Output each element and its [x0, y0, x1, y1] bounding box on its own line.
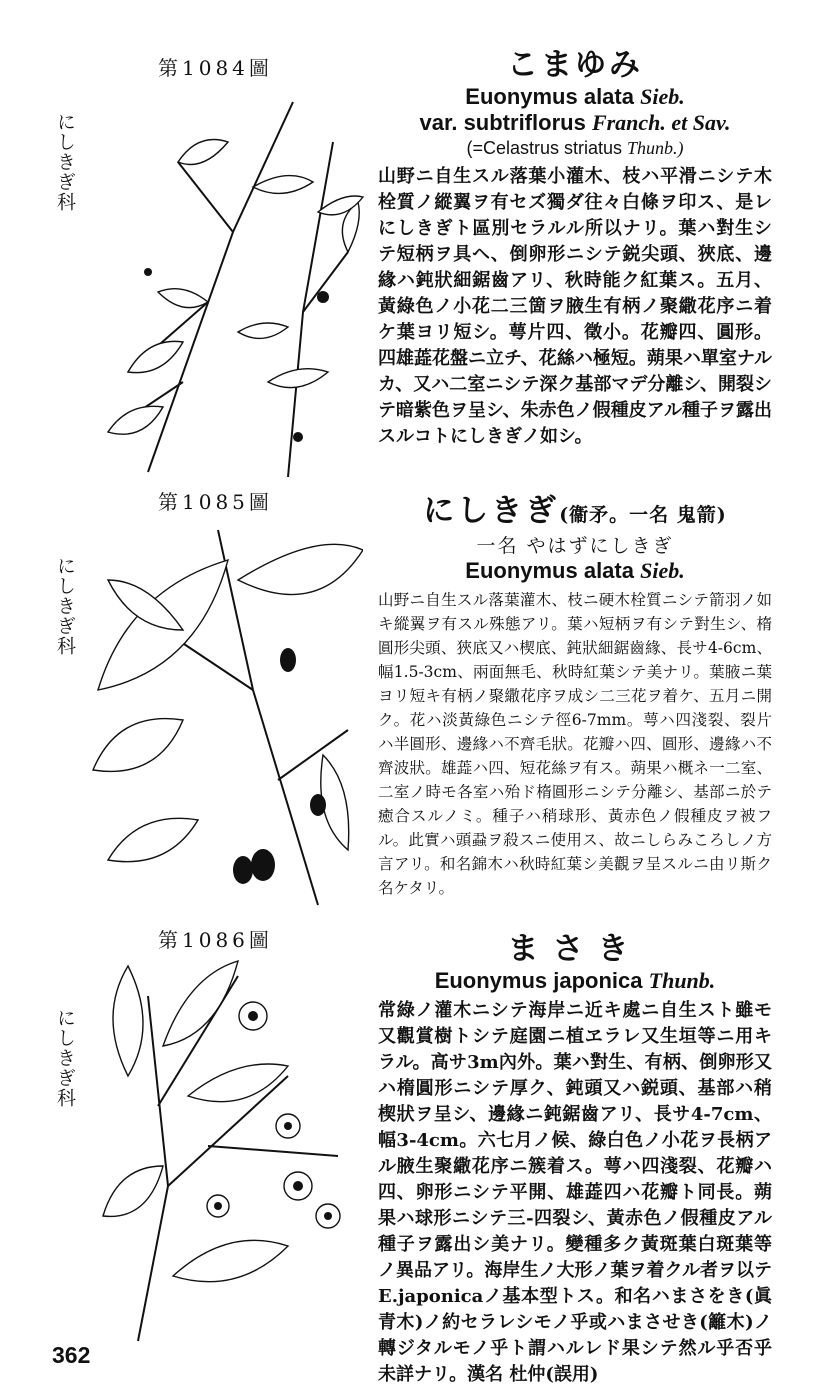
sci-name: Euonymus alata — [465, 84, 634, 109]
scientific-name-line-1 — [378, 84, 772, 110]
sci-author: Thunb. — [648, 968, 716, 993]
sci-name: Euonymus alata — [465, 558, 634, 583]
description: 常綠ノ灌木ニシテ海岸ニ近キ處ニ自生スト雖モ又觀賞樹トシテ庭園ニ植ヱラレ又生垣等ニ用キラル。高サ3m內外。葉ハ對生、有柄、倒卵形又ハ楕圓形ニシテ厚ク、鈍頭又ハ鋭頭、基部ハ稍楔狀ヲ呈シ、邊緣ニ鈍鋸齒アリ、長サ4-7cm、幅3-4cm。六七月ノ候、綠白色ノ小花ヲ長柄アル腋生聚繖花序ニ簇着ス。萼ハ四淺裂、花瓣ハ四、卵形ニシテ平開、雄蕋四ハ花瓣ト同長。蒴果ハ球形ニシテ三-四裂シ、黃赤色ノ假種皮アル種子ヲ露出シ美ナリ。變種多ク黃斑葉白斑葉等ノ異品アリ。海岸生ノ大形ノ葉ヲ着クル者ヲ以テE.japonicaノ基本型トス。和名ハまさをき(眞青木)ノ約セラレシモノ乎或ハまさせき(籬木)ノ轉ジタルモノ乎ト謂ハルレド果シテ然ル乎否乎未詳ナリ。漢名 杜仲(誤用) — [378, 1000, 772, 1385]
scientific-name-line-1 — [378, 558, 772, 584]
entry-1085 — [0, 480, 840, 920]
description: 山野ニ自生スル落葉灌木、枝ニ硬木栓質ニシテ箭羽ノ如キ縱翼ヲ有スル殊態アリ。葉ハ短柄ヲ有シテ對生シ、楕圓形尖頭、狹底又ハ楔底、鈍狀細鋸齒緣、長サ4-6cm、幅1.5-3cm、兩面無毛、秋時紅葉シテ美ナリ。葉腋ニ葉ヨリ短キ有柄ノ聚繖花序ヲ成シ二三花ヲ着ケ、五月ニ開ク。花ハ淡黃綠色ニシテ徑6-7mm。萼ハ四淺裂、裂片ハ半圓形、邊緣ハ不齊毛狀。花瓣ハ四、圓形、邊緣ハ不齊波狀。雄蕋ハ四、短花絲ヲ有ス。蒴果ハ概ネ一二室、二室ノ時モ各室ハ殆ド楕圓形ニシテ分離シ、基部ニ於テ癒合スルノミ。種子ハ稍球形、黃赤色ノ假種皮ヲ被フル。此實ハ頭蝨ヲ殺スニ使用ス、故ニしらみころしノ方言アリ。和名錦木ハ秋時紅葉シ美觀ヲ呈スルニ由リ斯ク名ケタリ。 — [378, 591, 772, 897]
synonym-name: (=Celastrus striatus — [466, 138, 623, 158]
sci-name: var. subtriflorus — [419, 110, 586, 135]
japanese-name-alias: (衞矛。一名 鬼箭) — [559, 504, 727, 526]
plant-illustration — [88, 520, 363, 910]
sci-author: Sieb. — [640, 84, 685, 109]
alternate-name: 一名 やはずにしきぎ — [476, 535, 674, 557]
scientific-name-line-2 — [378, 110, 772, 136]
figure-label: 第1086圖 — [158, 928, 273, 952]
figure-label: 第1084圖 — [158, 56, 273, 80]
sci-name: Euonymus japonica — [434, 968, 643, 993]
family-label: にしきぎ科 — [54, 112, 76, 212]
japanese-name — [378, 492, 772, 534]
sci-author: Sieb. — [640, 558, 685, 583]
synonym-author: Thunb.) — [627, 138, 684, 158]
entry-text — [378, 930, 772, 1388]
entry-1086 — [0, 920, 840, 1385]
japanese-name-main: にしきぎ — [423, 493, 560, 529]
sci-author: Franch. et Sav. — [591, 110, 731, 135]
figure-label: 第1085圖 — [158, 490, 273, 514]
japanese-name: まさき — [507, 931, 643, 967]
page-number: 362 — [52, 1342, 91, 1368]
plant-illustration — [88, 956, 368, 1346]
description: 山野ニ自生スル落葉小灌木、枝ハ平滑ニシテ木栓質ノ縱翼ヲ有セズ獨ダ往々白條ヲ印ス、是レにしきぎト區別セラルル所以ナリ。葉ハ對生シテ短柄ヲ具ヘ、倒卵形ニシテ鋭尖頭、狹底、邊緣ハ鈍狀細鋸齒アリ、秋時能ク紅葉ス。五月、黃綠色ノ小花二三箇ヲ腋生有柄ノ聚繖花序ニ着ケ葉ヨリ短シ。萼片四、徵小。花瓣四、圓形。四雄蕋花盤ニ立チ、花絲ハ極短。蒴果ハ單室ナルカ、又ハ二室ニシテ深ク基部マデ分離シ、開裂シテ暗紫色ヲ呈シ、朱赤色ノ假種皮アル種子ヲ露出スルコトにしきぎノ如シ。 — [378, 166, 772, 447]
entry-text — [378, 492, 772, 900]
plant-illustration — [88, 82, 368, 477]
family-label: にしきぎ科 — [54, 556, 76, 656]
entry-text — [378, 46, 772, 450]
japanese-name: こまゆみ — [507, 47, 643, 83]
scientific-name-line-1 — [378, 968, 772, 994]
entry-1084 — [0, 0, 840, 480]
family-label: にしきぎ科 — [54, 1008, 76, 1108]
synonym — [378, 136, 772, 160]
